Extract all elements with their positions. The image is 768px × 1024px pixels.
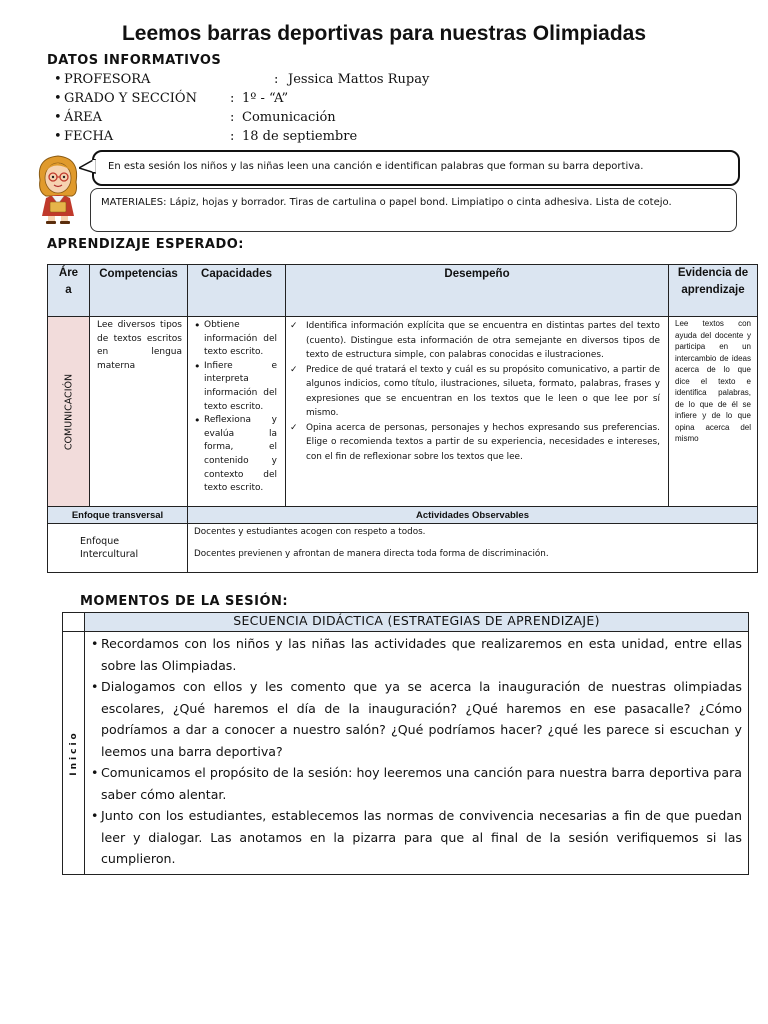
desempeno-cell [286, 317, 669, 507]
secuencia-header: SECUENCIA DIDÁCTICA (ESTRATEGIAS DE APRENDIZAJE) [85, 613, 749, 632]
info-value: Jessica Mattos Rupay [288, 72, 430, 87]
info-label: FECHA [64, 129, 114, 144]
table-header-row [48, 265, 758, 317]
actividades-cell [188, 524, 758, 573]
header-evidencia: Evidencia de aprendizaje [669, 265, 758, 317]
enfoque-cell [48, 524, 188, 573]
info-value: 1º - “A” [242, 91, 289, 106]
momentos-heading: MOMENTOS DE LA SESIÓN: [80, 594, 289, 609]
list-item: ✓ Predice de qué tratará el texto y cuál es su propósito comunicativo, a partir de algunos indicios, como título, ilustraciones, silueta, formato, palabras, frases y expresiones que se encuentran en los textos que le leen o que lee por sí mismo. [288, 363, 660, 421]
list-item: • Comunicamos el propósito de la sesión: hoy leeremos una canción para nuestra barra deportiva para saber cómo alentar. [89, 762, 742, 805]
area-label: COMUNICACIÓN [63, 373, 75, 450]
capacidades-cell [188, 317, 286, 507]
aprendizaje-esperado-heading: APRENDIZAJE ESPERADO: [47, 237, 244, 252]
teacher-illustration [34, 150, 84, 224]
info-row-area: • ÁREA : Comunicación [54, 110, 336, 125]
list-item: • Junto con los estudiantes, establecemos las normas de convivencia necesarias a fin de que puedan leer y dialogar. Las anotamos en la pizarra para que al final de la sesión verifiquemos si las cumplieron. [89, 805, 742, 870]
evidencia-cell [669, 317, 758, 507]
materiales-text: MATERIALES: Lápiz, hojas y borrador. Tiras de cartulina o papel bond. Limpiatipo o cinta adhesiva. Lista de cotejo. [101, 197, 672, 208]
enfoque-text: Enfoque Intercultural [80, 536, 139, 560]
inicio-cell [63, 632, 85, 875]
enfoque-row [48, 524, 758, 573]
info-row-profesora: • PROFESORA : Jessica Mattos Rupay [54, 72, 430, 87]
header-area: Áre a [48, 265, 90, 317]
datos-informativos-heading: DATOS INFORMATIVOS [47, 53, 222, 68]
info-value: 18 de septiembre [242, 129, 358, 144]
info-row-grado: • GRADO Y SECCIÓN : 1º - “A” [54, 91, 289, 106]
secuencia-cell [85, 632, 749, 875]
actividad-item: Docentes previenen y afrontan de manera directa toda forma de discriminación. [194, 549, 549, 559]
inicio-label: Inicio [69, 730, 79, 776]
list-item: ✓ Identifica información explícita que se encuentra en distintas partes del texto (cuento). Distingue esta información de otra semejante en diversos tipos de texto de estructura simple, con palabras conocidas e ilustraciones. [288, 319, 660, 363]
info-label: PROFESORA [64, 72, 151, 87]
header-desempeno: Desempeño [286, 265, 669, 317]
info-label: GRADO Y SECCIÓN [64, 91, 197, 106]
list-item: • Dialogamos con ellos y les comento que ya se acerca la inauguración de nuestras olimpiadas escolares, ¿Qué haremos el día de la inauguración? ¿Qué haremos en ese pasacalle? ¿Cómo podríamos a dar a conocer a nuestro salón? ¿Qué podríamos hacer? ¿qué les parece si escuchan y leemos una barra deportiva? [89, 676, 742, 762]
enfoque-header: Enfoque transversal [48, 507, 188, 524]
secuencia-table [62, 612, 749, 875]
competencia-cell [90, 317, 188, 507]
evidencia-text: Lee textos con ayuda del docente y participa en un intercambio de ideas acerca de lo que dice el texto e identifica palabras, de lo que de él se infiere y de lo que opina acerca del mismo [675, 319, 751, 443]
bubble-tail [79, 159, 97, 175]
competencia-text: Lee diversos tipos de textos escritos en lengua materna [97, 320, 182, 371]
header-capacidades: Capacidades [188, 265, 286, 317]
list-item: • Infiere e interpreta información del texto escrito. [194, 360, 277, 414]
table-row [48, 317, 758, 507]
bubble-text: En esta sesión los niños y las niñas leen una canción e identifican palabras que forman su barra deportiva. [108, 161, 644, 172]
list-item: ✓ Opina acerca de personas, personajes y hechos expresando sus preferencias. Elige o recomienda textos a partir de su experiencia, necesidades e intereses, con el fin de reflexionar sobre los textos que lee. [288, 421, 660, 465]
materiales-box [90, 188, 737, 232]
area-cell [48, 317, 90, 507]
enfoque-header-row [48, 507, 758, 524]
secuencia-body-row [63, 632, 749, 875]
secuencia-list [85, 633, 748, 870]
list-item: • Reflexiona y evalúa la forma, el contenido y contexto del texto escrito. [194, 414, 277, 496]
actividades-header: Actividades Observables [188, 507, 758, 524]
capacidades-list [194, 319, 277, 496]
info-label: ÁREA [64, 110, 103, 125]
list-item: • Obtiene información del texto escrito. [194, 319, 277, 360]
secuencia-header-row [63, 613, 749, 632]
info-row-fecha: • FECHA : 18 de septiembre [54, 129, 358, 144]
desempeno-list [288, 319, 660, 464]
page-title: Leemos barras deportivas para nuestras Olimpiadas [121, 22, 647, 45]
list-item: • Recordamos con los niños y las niñas las actividades que realizaremos en esta unidad, entre ellas sobre las Olimpiadas. [89, 633, 742, 676]
speech-bubble [92, 150, 740, 186]
info-value: Comunicación [242, 110, 336, 125]
actividad-item: Docentes y estudiantes acogen con respeto a todos. [194, 527, 426, 537]
aprendizaje-table [47, 264, 758, 573]
header-competencias: Competencias [90, 265, 188, 317]
